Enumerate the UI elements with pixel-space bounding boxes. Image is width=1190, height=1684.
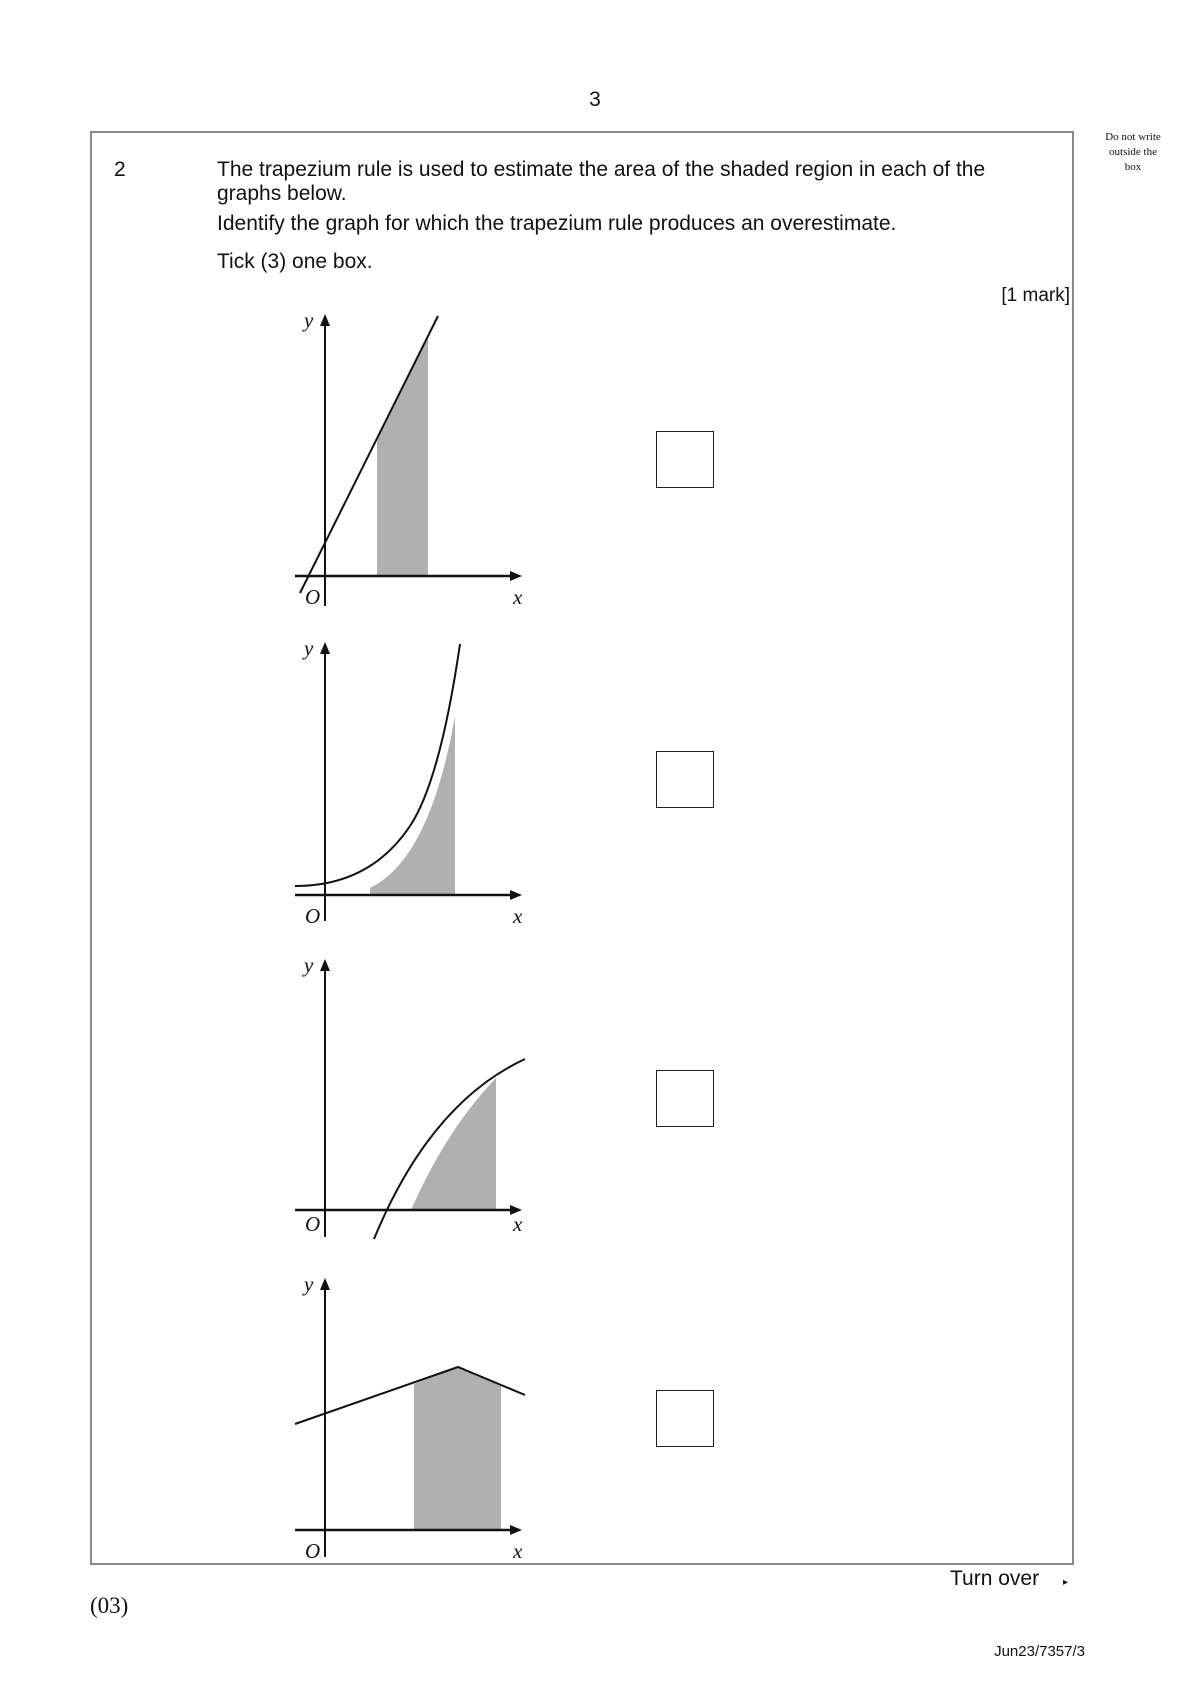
y-axis-arrow (320, 1278, 330, 1290)
tick-box-1[interactable] (656, 431, 714, 488)
x-axis-arrow (510, 571, 522, 581)
shaded-region (411, 1078, 496, 1210)
x-axis-arrow (510, 1525, 522, 1535)
origin-label: O (305, 904, 321, 926)
margin-note (1090, 130, 1176, 175)
x-axis-label: x (513, 904, 523, 926)
origin-label: O (305, 1212, 321, 1236)
question-instruction: Identify the graph for which the trapezium rule produces an overestimate. (217, 212, 897, 235)
margin-note-line: outside the (1109, 146, 1157, 158)
y-axis-arrow (320, 959, 330, 971)
page-code: (03) (90, 1593, 129, 1618)
x-axis-label: x (513, 585, 523, 608)
tick-box-4[interactable] (656, 1390, 714, 1447)
shaded-region (377, 336, 428, 576)
paper-reference: Jun23/7357/3 (994, 1643, 1085, 1660)
shaded-region (414, 1367, 501, 1530)
graph-4 (290, 1272, 530, 1562)
page-number: 3 (589, 88, 601, 111)
origin-label: O (305, 585, 321, 608)
graph-3 (290, 953, 530, 1243)
tick-box-2[interactable] (656, 751, 714, 808)
y-axis-label: y (304, 1272, 314, 1296)
graph-1 (290, 308, 530, 608)
question-number: 2 (114, 158, 126, 181)
margin-note-line: box (1124, 161, 1142, 173)
y-axis-label: y (304, 636, 314, 660)
x-axis-label: x (513, 1539, 523, 1562)
graph-2 (290, 636, 530, 926)
turn-over-label: Turn over (950, 1567, 1040, 1590)
margin-note-line: Do not write (1105, 131, 1161, 143)
y-axis-arrow (320, 642, 330, 654)
tick-box-3[interactable] (656, 1070, 714, 1127)
y-axis-label: y (304, 953, 314, 977)
y-axis-arrow (320, 314, 330, 326)
x-axis-label: x (513, 1212, 523, 1236)
question-text: The trapezium rule is used to estimate the area of the shaded region in each of the graphs below. (217, 158, 986, 205)
question-box (90, 131, 1074, 1565)
origin-label: O (305, 1539, 321, 1562)
tick-instruction: Tick (3) one box. (217, 250, 373, 273)
x-axis-arrow (510, 890, 522, 900)
turn-over-arrow-icon: ▸ (1063, 1577, 1069, 1588)
mark-allocation: [1 mark] (1001, 285, 1070, 306)
y-axis-label: y (304, 308, 314, 332)
